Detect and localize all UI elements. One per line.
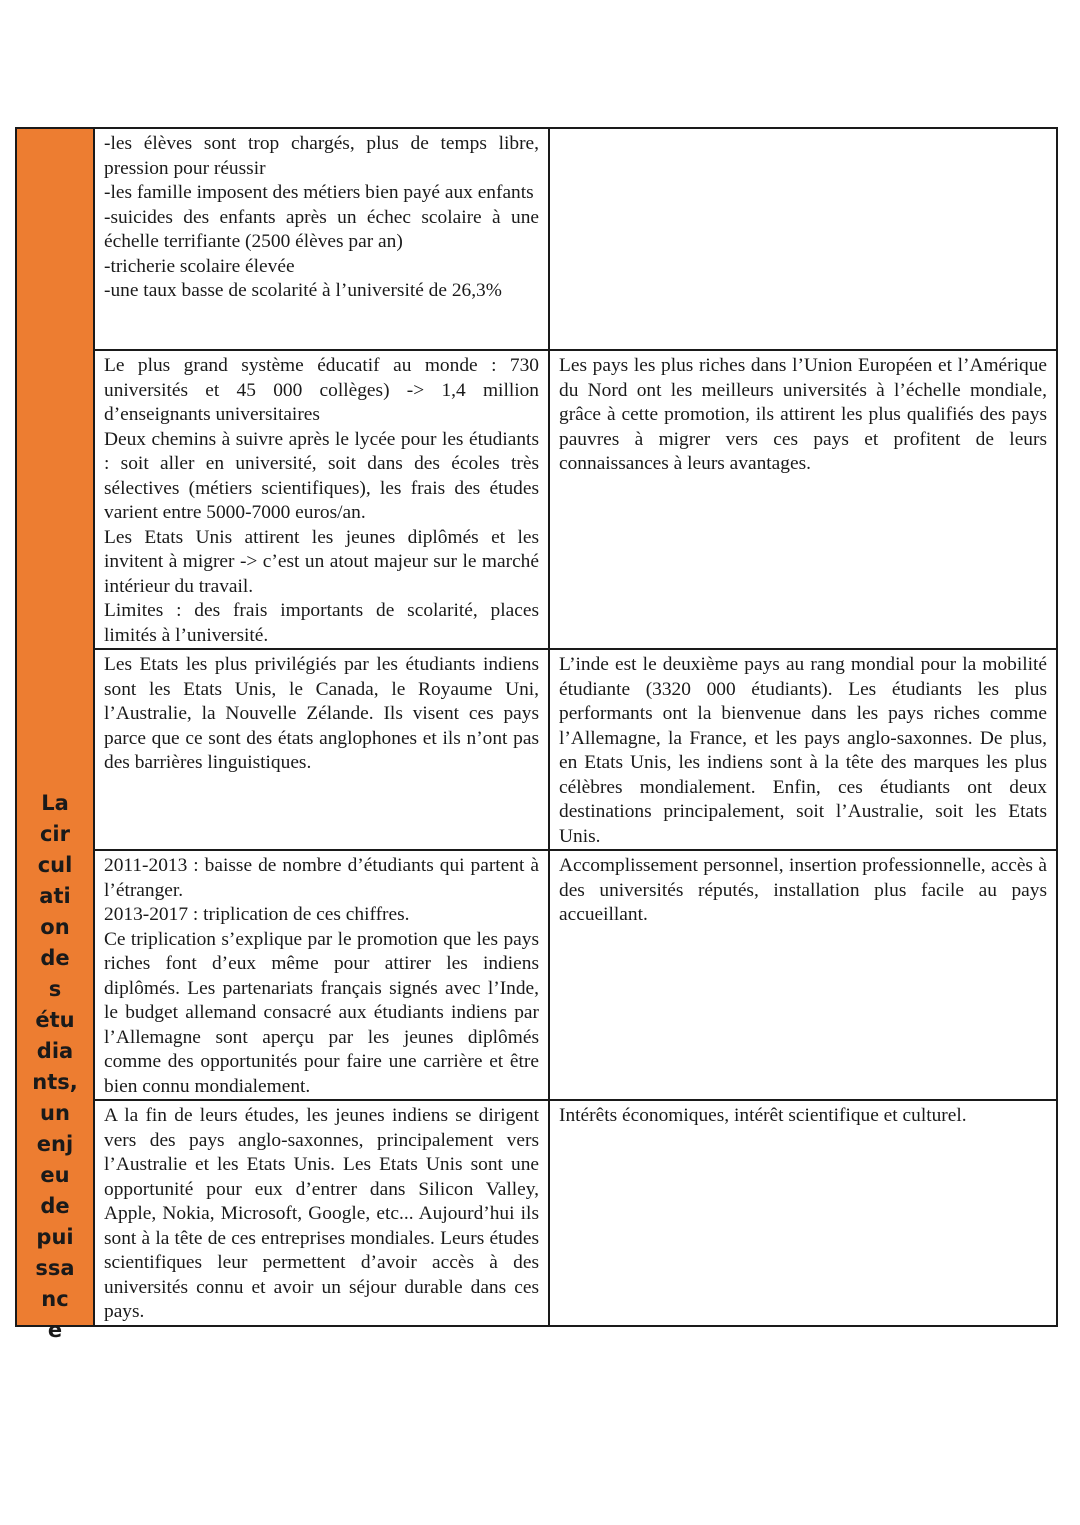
paragraph: Les Etats les plus privilégiés par les étudiants indiens sont les Etats Unis, le Canada, le Royaume Uni, l’Australie, la Nouvelle Zélande. Ils visent ces pays parce que ce sont des états anglophones et ils n’ont pas des barrières linguistiques.: [104, 654, 539, 773]
paragraph: Deux chemins à suivre après le lycée pour les étudiants : soit aller en université, soit dans des écoles très sélectives (métiers scientifiques), les frais des études varient entre 5000-7000 euros/an.: [104, 428, 539, 523]
paragraph: -les élèves sont trop chargés, plus de temps libre, pression pour réussir: [104, 133, 539, 179]
right-cell-text: [550, 851, 1056, 928]
paragraph: Les Etats Unis attirent les jeunes diplômés et les invitent à migrer -> c’est un atout majeur sur le marché intérieur du travail.: [104, 526, 539, 597]
table-row: [16, 649, 1057, 850]
left-cell: [94, 128, 549, 350]
section-label-cell: [16, 649, 94, 1342]
paragraph: A la fin de leurs études, les jeunes indiens se dirigent vers des pays anglo-saxonnes, principalement vers l’Australie et les Etats Unis. Les Etats Unis sont une opportunité pour eux d’entrer dans Silicon Valley, Apple, Nokia, Microsoft, Google, etc... Aujourd’hui ils sont à la tête de ces entreprises mondiales. Leurs études scientifiques leur permettent d’avoir accès à des universités connu et avoir un séjour durable dans ces pays.: [104, 1105, 539, 1322]
notes-table: [15, 127, 1058, 1342]
right-cell: [549, 128, 1057, 350]
paragraph: 2011-2013 : baisse de nombre d’étudiants qui partent à l’étranger.: [104, 855, 539, 901]
paragraph: -tricherie scolaire élevée: [104, 255, 295, 277]
table-row: [16, 1100, 1057, 1326]
left-cell-text: [95, 129, 548, 304]
left-cell-text: [95, 851, 548, 1099]
paragraph: Limites : des frais importants de scolarité, places limités à l’université.: [104, 600, 539, 646]
left-cell: [94, 1100, 549, 1326]
right-cell: [549, 1100, 1057, 1326]
left-cell-text: [95, 1101, 548, 1325]
paragraph: L’inde est le deuxième pays au rang mondial pour la mobilité étudiante (3320 000 étudiants). Les étudiants les plus performants ont la bienvenue dans les pays riches comme l’Allemagne, la France, et les pays anglo-saxonnes. De plus, en Etats Unis, les indiens sont à la tête des marques les plus célèbres mondialement. Enfin, ces étudiants ont deux destinations principalement, soit l’Australie, soit les Etats Unis.: [559, 654, 1047, 847]
paragraph: -suicides des enfants après un échec scolaire à une échelle terrifiante (2500 élèves par an): [104, 206, 539, 252]
right-cell-text: [550, 351, 1056, 477]
paragraph: -les famille imposent des métiers bien payé aux enfants: [104, 182, 534, 203]
right-cell: [549, 850, 1057, 1100]
table-row: [16, 850, 1057, 1100]
paragraph: Ce triplication s’explique par le promotion que les pays riches font d’eux même pour attirer les indiens diplômés. Les partenariats français signés avec l’Inde, le budget allemand consacré aux étudiants indiens par l’Allemagne sont aperçu par les jeunes diplômés comme des opportunités pour faire une carrière et être bien connu mondialement.: [104, 928, 539, 1097]
right-cell: [549, 649, 1057, 850]
paragraph: -une taux basse de scolarité à l’université de 26,3%: [104, 280, 502, 301]
paragraph: Intérêts économiques, intérêt scientifique et culturel.: [559, 1105, 967, 1126]
paragraph: Le plus grand système éducatif au monde : 730 universités et 45 000 collèges) -> 1,4 million d’enseignants universitaires: [104, 355, 539, 425]
left-cell: [94, 350, 549, 649]
paragraph: Les pays les plus riches dans l’Union Européen et l’Amérique du Nord ont les meilleurs universités à l’échelle mondiale, grâce à cette promotion, ils attirent les plus qualifiés des pays pauvres à migrer vers ces pays et profitent de leurs connaissances à leurs avantages.: [559, 355, 1047, 474]
right-cell: [549, 350, 1057, 649]
right-cell-text: [550, 650, 1056, 849]
table-row: [16, 350, 1057, 649]
right-cell-text: [550, 1101, 1056, 1129]
label-cell: [16, 128, 94, 649]
paragraph: Accomplissement personnel, insertion professionnelle, accès à des universités réputés, installation plus facile au pays accueillant.: [559, 855, 1047, 925]
table-row: [16, 128, 1057, 350]
left-cell: [94, 850, 549, 1100]
left-cell: [94, 649, 549, 850]
section-label: La cir cul ati on de s étu dia nts, un enj eu de pui ssa nc e: [32, 791, 78, 1342]
left-cell-text: [95, 650, 548, 776]
left-cell-text: [95, 351, 548, 648]
paragraph: 2013-2017 : triplication de ces chiffres.: [104, 904, 410, 925]
